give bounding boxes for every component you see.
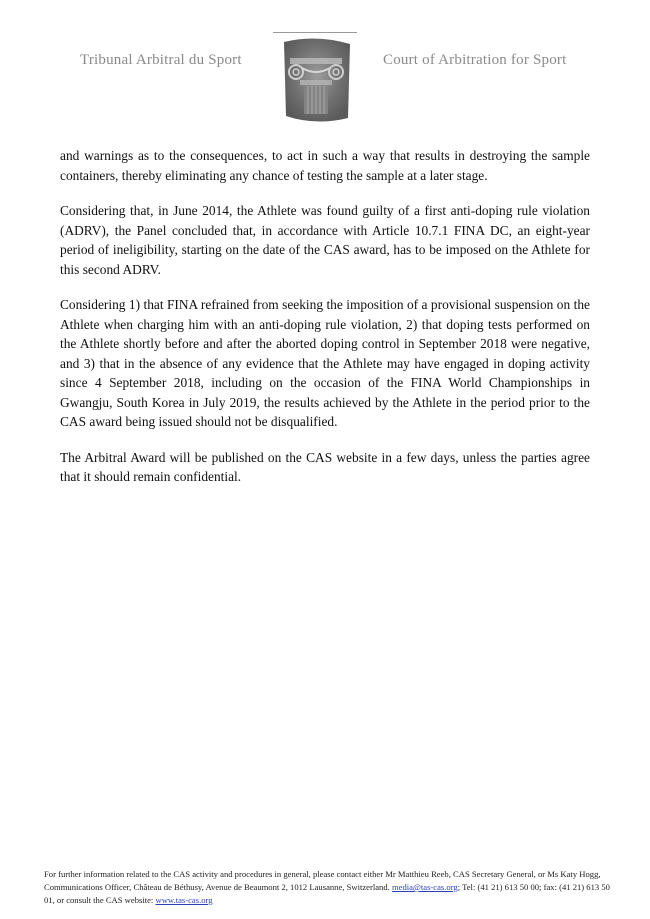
- paragraph-ineligibility-period: Considering that, in June 2014, the Athlete was found guilty of a first anti-doping rule violation (ADRV), the Panel concluded that, in accordance with Article 10.7.1 FINA DC, an eight-year period of ineligibility, starting on the date of the CAS award, has to be imposed on the Athlete for this second ADRV.: [60, 203, 590, 277]
- cas-website-link[interactable]: www.tas-cas.org: [155, 895, 213, 905]
- seal-divider: [273, 32, 357, 33]
- paragraph-results-not-disqualified: Considering 1) that FINA refrained from seeking the imposition of a provisional suspension on the Athlete when charging him with an anti-doping rule violation, 2) that doping tests performed on the Athlete shortly before and after the aborted doping control in September 2018 were negative, and 3) that in the absence of any evidence that the Athlete may have engaged in doping activity since 4 September 2018, including on the occasion of the FINA World Championships in Gwangju, South Korea in July 2019, the results achieved by the Athlete in the period prior to the CAS award being issued should not be disqualified.: [60, 297, 590, 429]
- letterhead: [0, 0, 650, 130]
- press-release-body: [60, 146, 590, 503]
- paragraph-sample-destruction: and warnings as to the consequences, to act in such a way that results in destroying the sample containers, thereby eliminating any chance of testing the sample at a later stage.: [60, 148, 590, 183]
- footer-phone-text: ; Tel: (41 21) 613 50 00; fax: (41 21) 613 50 01, or consult the CAS website:: [44, 882, 610, 905]
- column-capital-seal-icon: [276, 36, 356, 124]
- footer-contact-text: For further information related to the CAS activity and procedures in general, please contact either Mr Matthieu Reeb, CAS Secretary General, or Ms Katy Hogg, Communications Officer, Château de Béthusy, Avenue de Beaumont 2, 1012 Lausanne, Switzerland.: [44, 869, 601, 892]
- media-email-link[interactable]: media@tas-cas.org: [391, 882, 458, 892]
- contact-footer: [44, 868, 610, 907]
- paragraph-award-publication: The Arbitral Award will be published on the CAS website in a few days, unless the parties agree that it should remain confidential.: [60, 449, 590, 484]
- header-title-french: Tribunal Arbitral du Sport: [80, 52, 242, 68]
- header-title-english: Court of Arbitration for Sport: [383, 52, 567, 68]
